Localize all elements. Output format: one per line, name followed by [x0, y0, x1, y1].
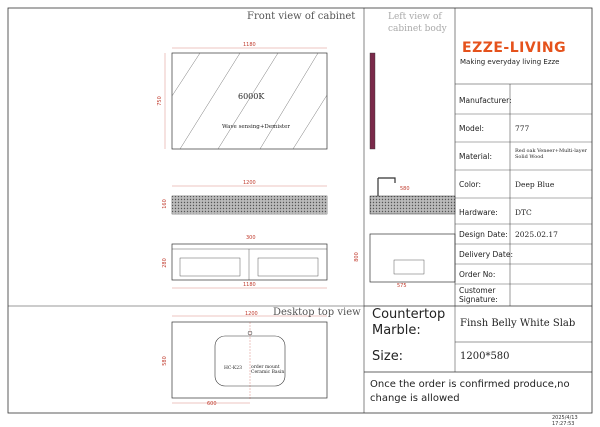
mirror-feature-label: Wave sensing+Demister: [222, 124, 290, 130]
countertop-label: Countertop Marble:: [372, 307, 446, 338]
top-height-dim: 160: [161, 199, 168, 209]
size-label: Size:: [372, 349, 404, 364]
mirror-height-dim: 750: [156, 96, 163, 106]
customer-signature-label: Customer Signature:: [459, 286, 498, 304]
hardware-value: DTC: [515, 208, 532, 217]
material-label: Material:: [459, 152, 492, 161]
hardware-label: Hardware:: [459, 208, 498, 217]
desktop-bottom-dim: 600: [207, 401, 217, 407]
design-date-label: Design Date:: [459, 230, 508, 239]
top-width-dim: 1200: [243, 180, 256, 186]
color-temp-label: 6000K: [238, 92, 265, 101]
material-value: Red oak Veneer+Multi-layer Solid Wood: [515, 148, 587, 160]
cabinet-height-dim: 280: [161, 258, 168, 268]
cabinet-width-dim: 1180: [243, 282, 256, 288]
manufacturer-label: Manufacturer:: [459, 96, 512, 105]
side-view-drawing: [370, 53, 455, 282]
brand-tagline: Making everyday living Ezze: [460, 58, 560, 66]
desktop-view-title: Desktop top view: [273, 307, 361, 318]
countertop-value: Finsh Belly White Slab: [460, 318, 576, 329]
drawer-dim: 300: [246, 235, 256, 241]
side-top-depth-dim: 580: [400, 186, 410, 192]
front-view-title: Front view of cabinet: [247, 11, 356, 22]
design-date-value: 2025.02.17: [515, 230, 558, 239]
basin-desc: order mount Ceramic Basin: [251, 365, 285, 375]
countertop-drawing: [172, 186, 327, 214]
model-label: Model:: [459, 124, 485, 133]
side-total-height-dim: 800: [353, 252, 360, 262]
color-value: Deep Blue: [515, 180, 555, 189]
model-value: 777: [515, 124, 530, 133]
desktop-width-dim: 1200: [245, 311, 258, 317]
color-label: Color:: [459, 180, 481, 189]
desktop-drawing: [172, 316, 327, 403]
delivery-date-label: Delivery Date:: [459, 250, 513, 259]
basin-model: HC-K23: [224, 366, 242, 371]
order-note: Once the order is confirmed produce,no change is allowed: [370, 379, 570, 404]
size-value: 1200*580: [460, 351, 510, 362]
timestamp: 2025/4/13 17:27:53: [552, 415, 578, 427]
left-view-title: Left view of cabinet body: [388, 12, 447, 34]
brand-logo: EZZE-LIVING: [462, 40, 567, 56]
order-no-label: Order No:: [459, 270, 496, 279]
side-cab-depth-dim: 575: [397, 283, 407, 289]
desktop-depth-dim: 580: [161, 356, 168, 366]
mirror-width-dim: 1180: [243, 42, 256, 48]
